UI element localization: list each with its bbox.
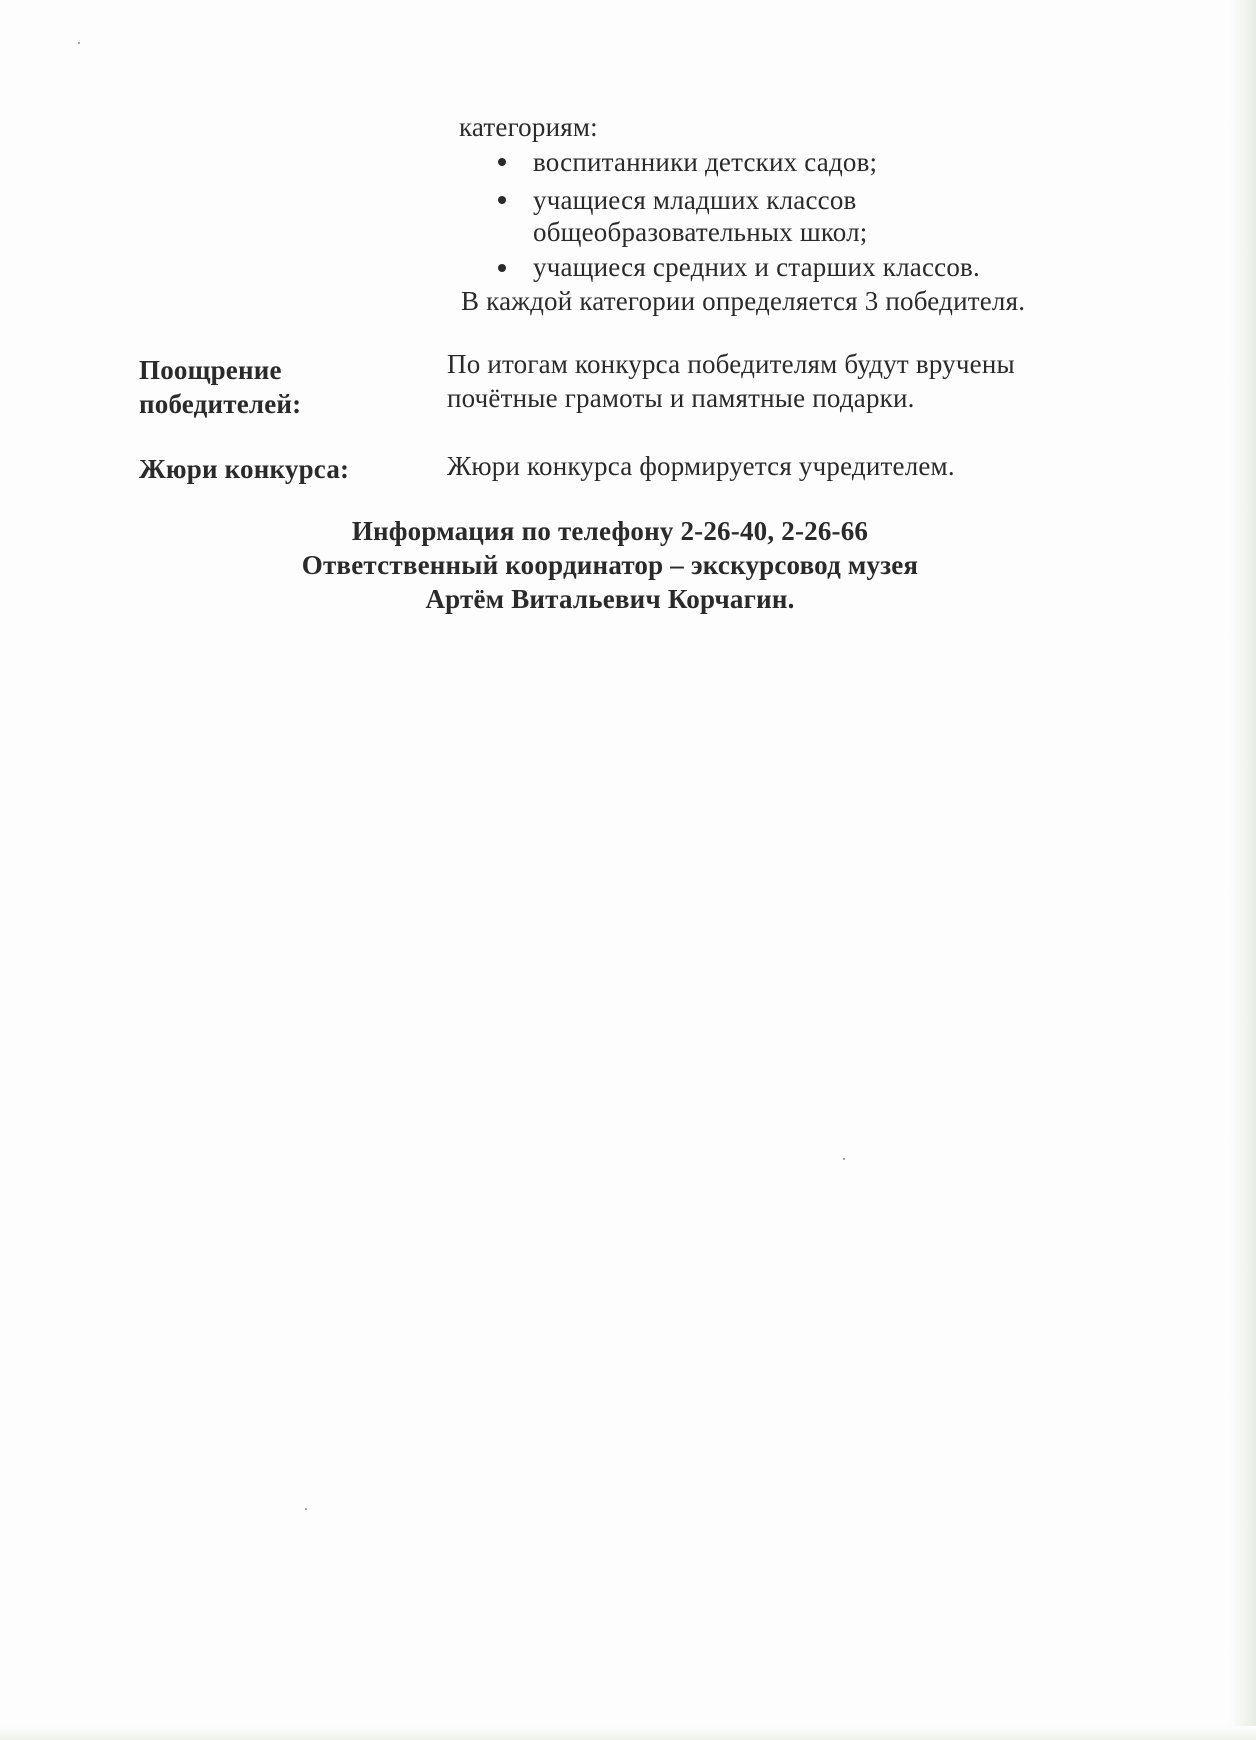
bullet-icon [498, 196, 506, 204]
category-item-senior: учащиеся средних и старших классов. [533, 252, 980, 282]
scan-speck [305, 1508, 307, 1510]
scan-edge-right [1230, 0, 1256, 1740]
contact-coordinator: Ответственный координатор – экскурсовод музея [301, 550, 919, 580]
winners-note: В каждой категории определяется 3 победителя. [461, 286, 1026, 316]
bullet-icon [498, 264, 506, 272]
reward-label-line2: победителей: [139, 389, 302, 419]
bullet-icon [498, 158, 506, 166]
scan-edge-bottom [0, 1726, 1256, 1740]
categories-intro: категориям: [459, 112, 598, 142]
category-item-junior-line2: общеобразовательных школ; [533, 217, 868, 247]
contact-name: Артём Витальевич Корчагин. [425, 584, 795, 614]
jury-label: Жюри конкурса: [139, 454, 350, 484]
category-item-kindergarten: воспитанники детских садов; [533, 147, 878, 177]
contact-phone: Информация по телефону 2-26-40, 2-26-66 [351, 516, 869, 546]
reward-text-line1: По итогам конкурса победителям будут вручены [447, 349, 1015, 379]
jury-text: Жюри конкурса формируется учредителем. [447, 451, 955, 481]
scan-speck [78, 42, 80, 44]
scan-speck [843, 1158, 845, 1160]
reward-text-line2: почётные грамоты и памятные подарки. [447, 383, 915, 413]
reward-label-line1: Поощрение [139, 355, 282, 385]
category-item-junior-line1: учащиеся младших классов [533, 185, 857, 215]
